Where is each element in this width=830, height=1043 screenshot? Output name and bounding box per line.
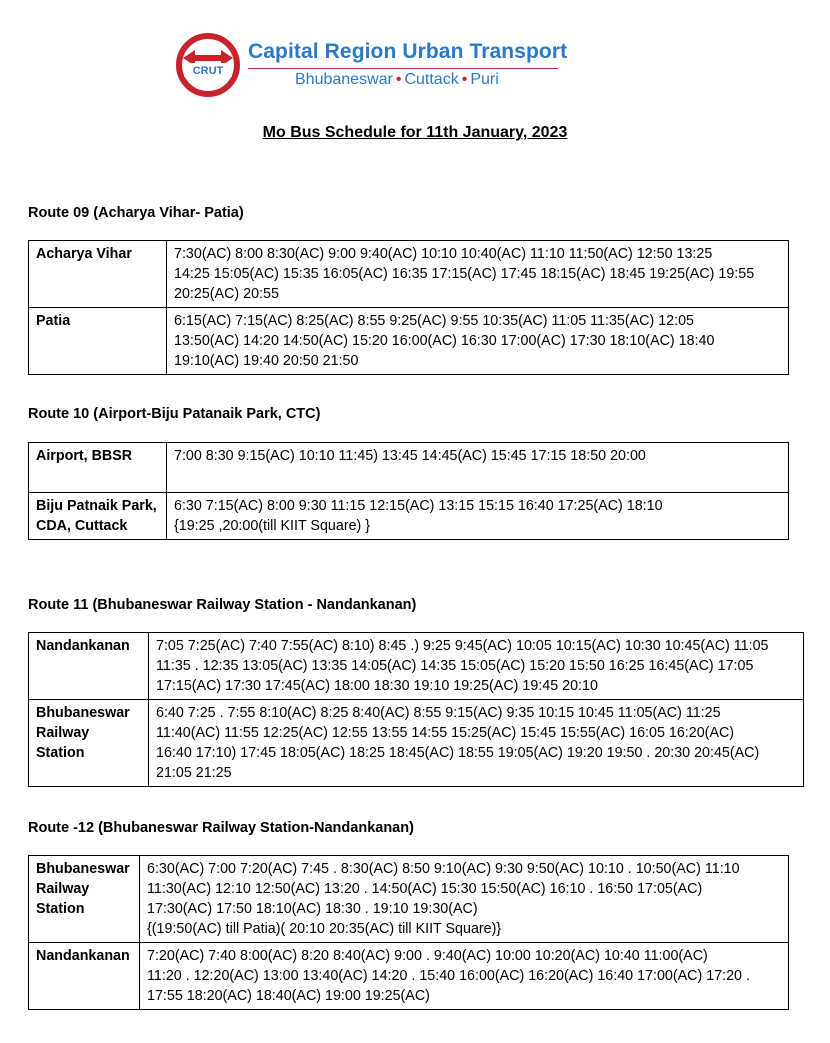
timing-line: 17:30(AC) 17:50 18:10(AC) 18:30 . 19:10 19:30(AC): [147, 901, 478, 917]
route-10-table: [28, 442, 789, 540]
stop-name: Bhubaneswar Railway Station: [29, 700, 149, 787]
timing-line: 7:00 8:30 9:15(AC) 10:10 11:45) 13:45 14:45(AC) 15:45 17:15 18:50 20:00: [174, 448, 646, 464]
timing-line: {(19:50(AC) till Patia)( 20:10 20:35(AC) till KIIT Square)}: [147, 921, 502, 937]
crut-logo-icon: [175, 30, 243, 100]
timings: [140, 943, 789, 1010]
timing-line: 11:40(AC) 11:55 12:25(AC) 12:55 13:55 14:55 15:25(AC) 15:45 15:55(AC) 16:05 16:20(AC): [156, 725, 735, 741]
timing-line: {19:25 ,20:00(till KIIT Square) }: [174, 518, 371, 534]
route-10-heading: Route 10 (Airport-Biju Patanaik Park, CTC): [28, 406, 321, 422]
timing-line: 21:05 21:25: [156, 765, 232, 781]
timings: [167, 493, 789, 540]
route-11-heading: Route 11 (Bhubaneswar Railway Station - Nandankanan): [28, 597, 417, 613]
table-row: [29, 308, 789, 375]
route-09-table: [28, 240, 789, 375]
org-cities: [295, 71, 499, 89]
stop-name: Patia: [29, 308, 167, 375]
timing-line: 11:35 . 12:35 13:05(AC) 13:35 14:05(AC) 14:35 15:05(AC) 15:20 15:50 16:25 16:45(AC) 17:05: [156, 658, 754, 674]
timing-line: 6:15(AC) 7:15(AC) 8:25(AC) 8:55 9:25(AC) 9:55 10:35(AC) 11:05 11:35(AC) 12:05: [174, 313, 694, 329]
stop-name: Bhubaneswar Railway Station: [29, 856, 140, 943]
timings: [140, 856, 789, 943]
table-row: [29, 633, 804, 700]
document-title-text: Mo Bus Schedule for 11th January, 2023: [262, 124, 568, 141]
stop-name: Airport, BBSR: [29, 443, 167, 493]
timings: [167, 308, 789, 375]
timing-line: 7:30(AC) 8:00 8:30(AC) 9:00 9:40(AC) 10:10 10:40(AC) 11:10 11:50(AC) 12:50 13:25: [174, 246, 713, 262]
timing-line: 19:10(AC) 19:40 20:50 21:50: [174, 353, 359, 369]
timing-line: 17:55 18:20(AC) 18:40(AC) 19:00 19:25(AC): [147, 988, 430, 1004]
table-row: [29, 700, 804, 787]
route-12-heading: Route -12 (Bhubaneswar Railway Station-Nandankanan): [28, 820, 414, 836]
city-puri: Puri: [470, 71, 499, 88]
timing-line: 13:50(AC) 14:20 14:50(AC) 15:20 16:00(AC) 16:30 17:00(AC) 17:30 18:10(AC) 18:40: [174, 333, 715, 349]
table-row: [29, 493, 789, 540]
timing-line: 11:20 . 12:20(AC) 13:00 13:40(AC) 14:20 . 15:40 16:00(AC) 16:20(AC) 16:40 17:00(AC) 17:20 .: [147, 968, 750, 984]
timing-line: 20:25(AC) 20:55: [174, 286, 279, 302]
timings: [149, 633, 804, 700]
timing-line: 7:05 7:25(AC) 7:40 7:55(AC) 8:10) 8:45 .) 9:25 9:45(AC) 10:05 10:15(AC) 10:30 10:45(AC) 11:05: [156, 638, 769, 654]
table-row: [29, 443, 789, 493]
timing-line: 16:40 17:10) 17:45 18:05(AC) 18:25 18:45(AC) 18:55 19:05(AC) 19:20 19:50 . 20:30 20:45(AC): [156, 745, 760, 761]
timing-line: 6:30 7:15(AC) 8:00 9:30 11:15 12:15(AC) 13:15 15:15 16:40 17:25(AC) 18:10: [174, 498, 663, 514]
route-12-table: [28, 855, 789, 1010]
city-bhubaneswar: Bhubaneswar: [295, 71, 393, 88]
org-name: Capital Region Urban Transport: [248, 40, 568, 63]
timing-line: 17:15(AC) 17:30 17:45(AC) 18:00 18:30 19:10 19:25(AC) 19:45 20:10: [156, 678, 598, 694]
table-row: [29, 943, 789, 1010]
stop-name: Acharya Vihar: [29, 241, 167, 308]
timings: [167, 443, 789, 493]
timing-line: 14:25 15:05(AC) 15:35 16:05(AC) 16:35 17:15(AC) 17:45 18:15(AC) 18:45 19:25(AC) 19:55: [174, 266, 755, 282]
route-11-table: [28, 632, 804, 787]
timing-line: 6:30(AC) 7:00 7:20(AC) 7:45 . 8:30(AC) 8:50 9:10(AC) 9:30 9:50(AC) 10:10 . 10:50(AC) 11:10: [147, 861, 740, 877]
stop-name: Nandankanan: [29, 943, 140, 1010]
stop-name: Nandankanan: [29, 633, 149, 700]
logo-text: CRUT: [192, 65, 224, 77]
stop-name: Biju Patnaik Park, CDA, Cuttack: [29, 493, 167, 540]
document-title: [0, 124, 830, 142]
timing-line: 6:40 7:25 . 7:55 8:10(AC) 8:25 8:40(AC) 8:55 9:15(AC) 9:35 10:15 10:45 11:05(AC) 11:25: [156, 705, 721, 721]
city-cuttack: Cuttack: [404, 71, 459, 88]
bullet-dot: •: [461, 71, 468, 88]
timings: [167, 241, 789, 308]
route-09-heading: Route 09 (Acharya Vihar- Patia): [28, 205, 244, 221]
timing-line: 7:20(AC) 7:40 8:00(AC) 8:20 8:40(AC) 9:00 . 9:40(AC) 10:00 10:20(AC) 10:40 11:00(AC): [147, 948, 708, 964]
org-divider: [248, 68, 558, 69]
table-row: [29, 241, 789, 308]
bullet-dot: •: [395, 71, 402, 88]
timing-line: 11:30(AC) 12:10 12:50(AC) 13:20 . 14:50(AC) 15:30 15:50(AC) 16:10 . 16:50 17:05(AC): [147, 881, 703, 897]
header: [175, 30, 595, 102]
table-row: [29, 856, 789, 943]
timings: [149, 700, 804, 787]
